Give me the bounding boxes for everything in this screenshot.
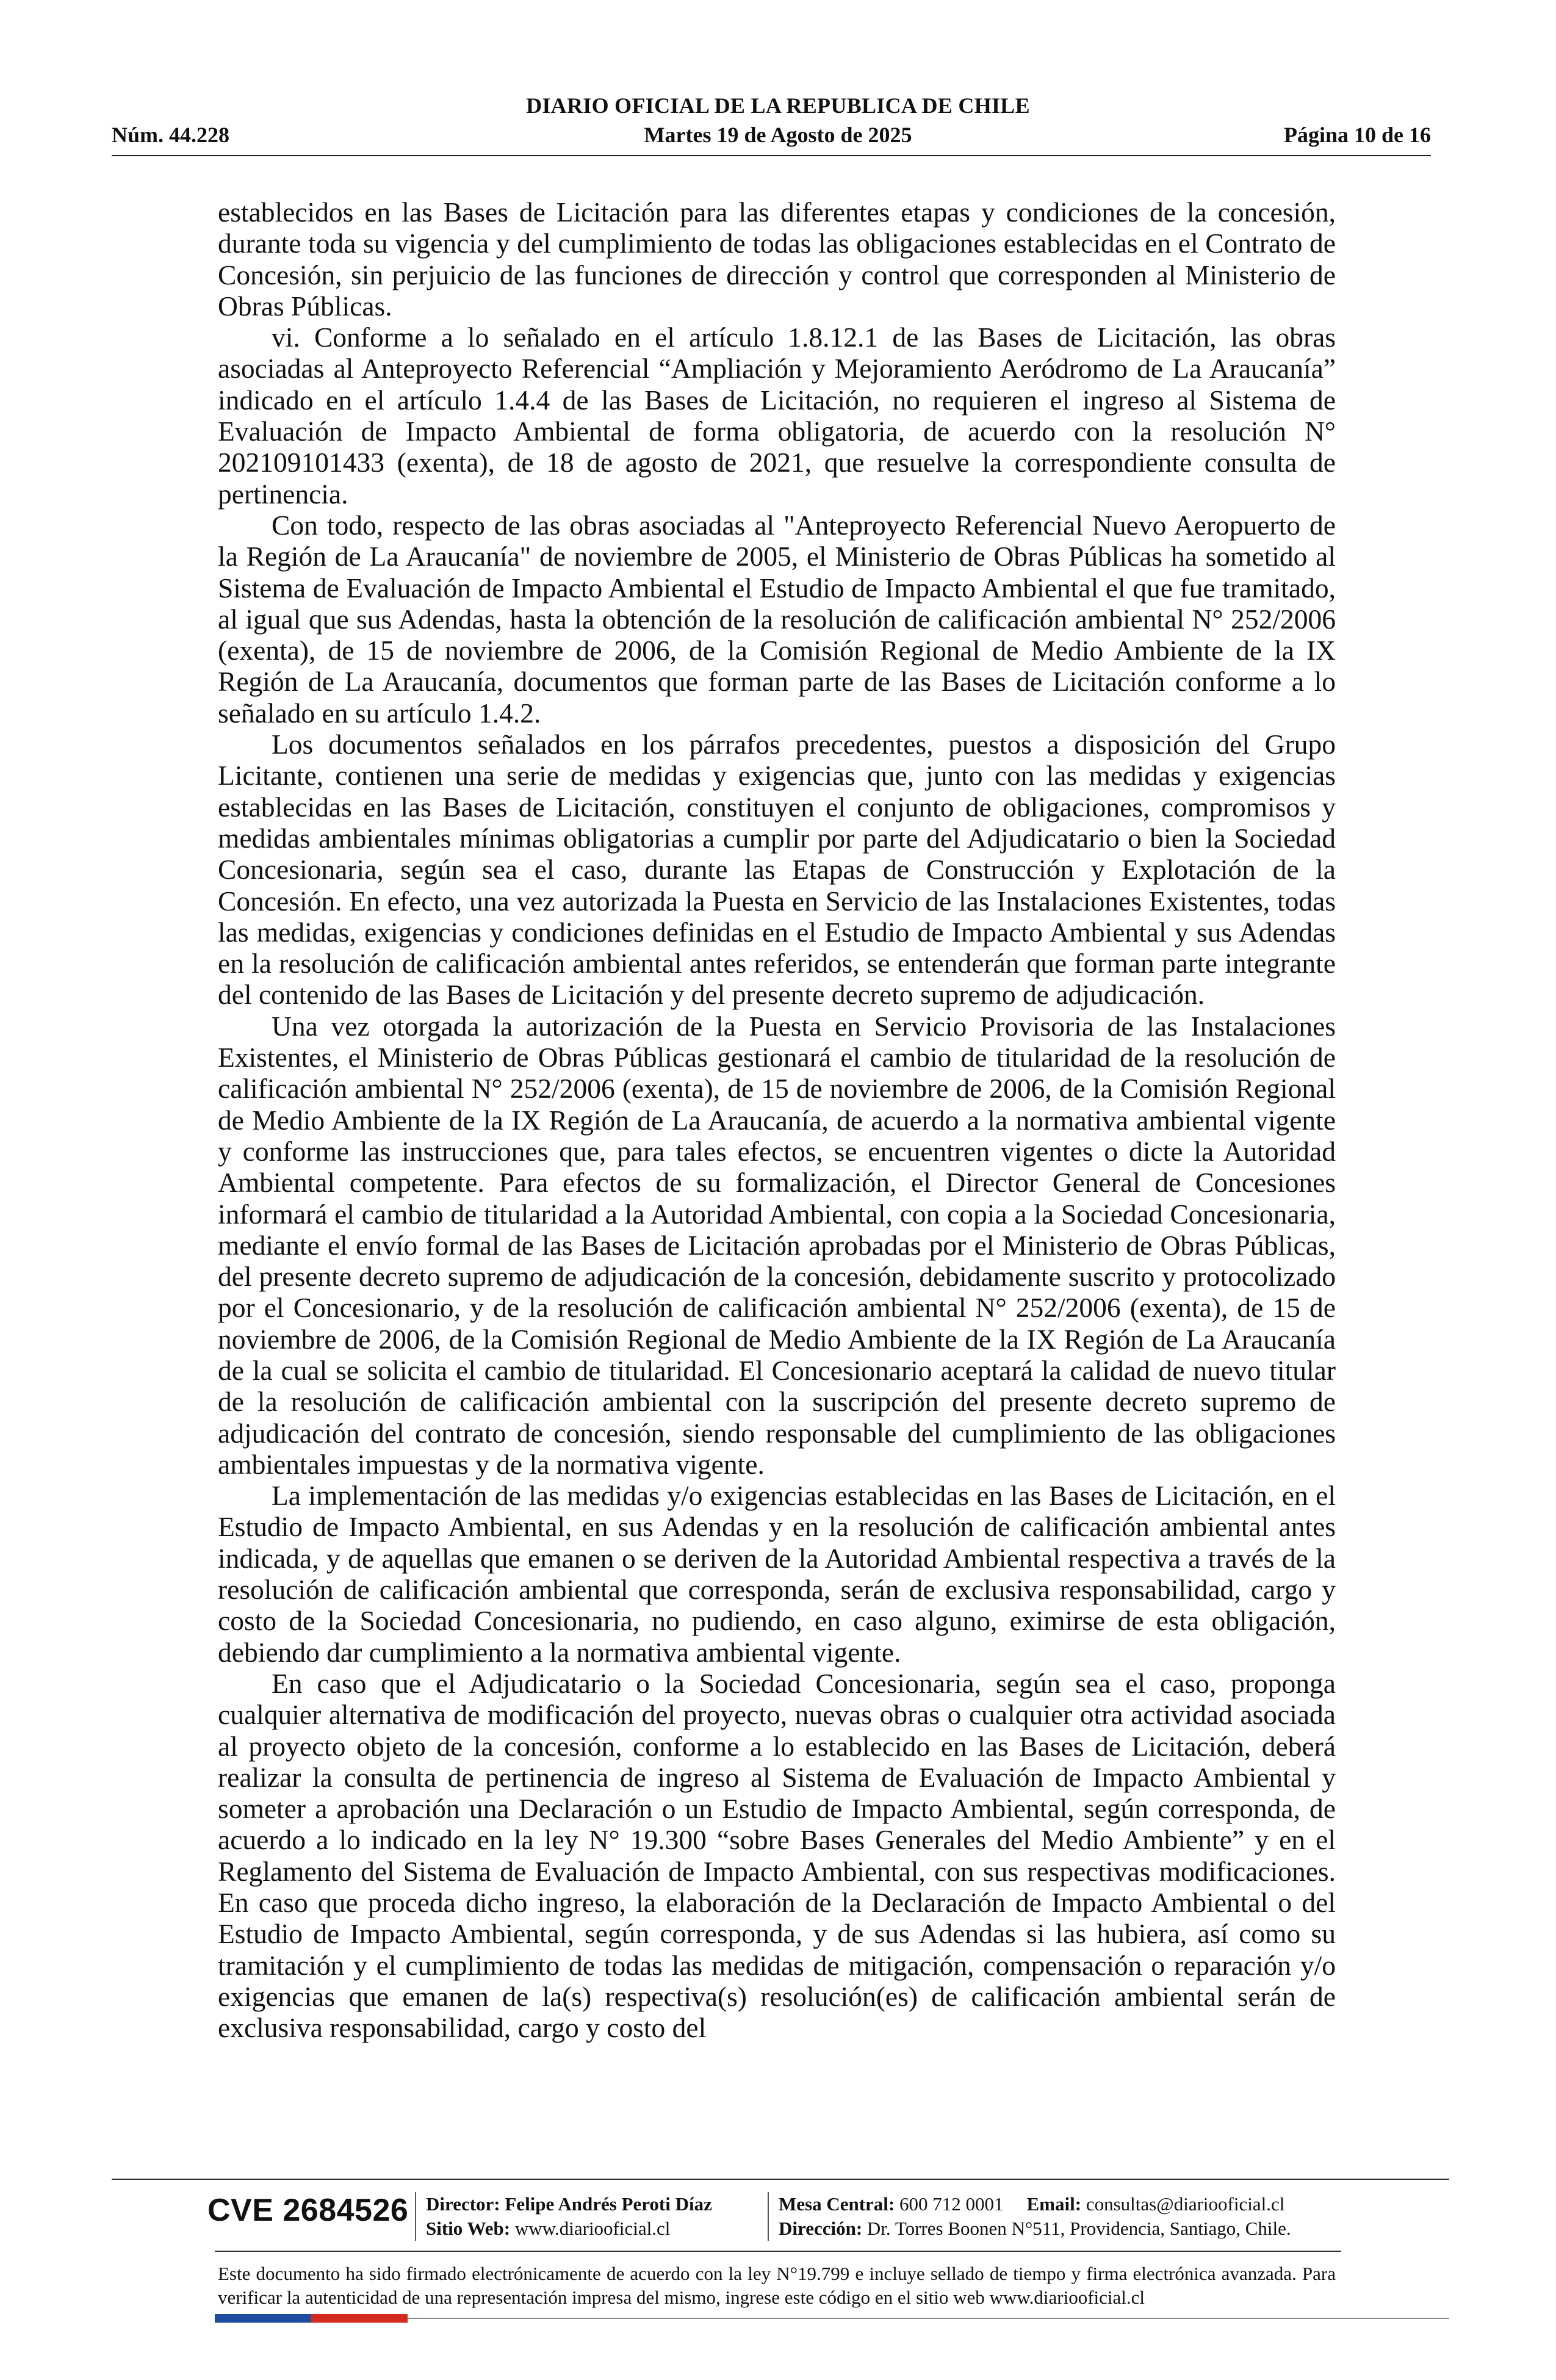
email-label: Email:	[1026, 2193, 1082, 2215]
footer-contact-left	[426, 2192, 712, 2241]
footer-divider-top	[112, 2179, 1449, 2180]
address-label: Dirección:	[779, 2218, 863, 2239]
website-link[interactable]: www.diariooficial.cl	[514, 2218, 671, 2239]
cve-code: CVE 2684526	[207, 2193, 409, 2228]
paragraph: Con todo, respecto de las obras asociadas al "Anteproyecto Referencial Nuevo Aeropuerto de la Región de La Araucanía" de noviembre de 2005, el Ministerio de Obras Públicas ha sometido al Sistema de Evaluación de Impacto Ambiental el Estudio de Impacto Ambiental el que fue tramitado, al igual que sus Adendas, hasta la obtención de la resolución de calificación ambiental N° 252/2006 (exenta), de 15 de noviembre de 2006, de la Comisión Regional de Medio Ambiente de la IX Región de La Araucanía, documentos que forman parte de las Bases de Licitación conforme a lo señalado en su artículo 1.4.2.	[218, 509, 1336, 729]
header-divider	[112, 155, 1431, 156]
director-name: Felipe Andrés Peroti Díaz	[505, 2193, 712, 2215]
footer-divider-middle	[215, 2251, 1341, 2252]
issue-number: Núm. 44.228	[112, 123, 230, 147]
issue-date: Martes 19 de Agosto de 2025	[644, 123, 912, 147]
footer-divider-bottom	[408, 2318, 1449, 2319]
signature-notice: Este documento ha sido firmado electrónicamente de acuerdo con la ley N°19.799 e incluye sellado de tiempo y firma electrónica avanzada. Para verificar la autenticidad de una representación impresa del mismo, ingrese este código en el sitio web www.diariooficial.cl	[218, 2263, 1336, 2308]
phone-label: Mesa Central:	[779, 2193, 895, 2215]
phone-number: 600 712 0001	[899, 2193, 1004, 2215]
paragraph: vi. Conforme a lo señalado en el artículo 1.8.12.1 de las Bases de Licitación, las obras asociadas al Anteproyecto Referencial “Ampliación y Mejoramiento Aeródromo de La Araucanía” indicado en el artículo 1.4.4 de las Bases de Licitación, no requieren el ingreso al Sistema de Evaluación de Impacto Ambiental de forma obligatoria, de acuerdo con la resolución N° 202109101433 (exenta), de 18 de agosto de 2021, que resuelve la correspondiente consulta de pertinencia.	[218, 322, 1336, 510]
address-text: Dr. Torres Boonen N°511, Providencia, Santiago, Chile.	[866, 2218, 1291, 2239]
director-label: Director:	[426, 2193, 500, 2215]
paragraph: Una vez otorgada la autorización de la Puesta en Servicio Provisoria de las Instalaciones Existentes, el Ministerio de Obras Públicas gestionará el cambio de titularidad de la resolución de calificación ambiental N° 252/2006 (exenta), de 15 de noviembre de 2006, de la Comisión Regional de Medio Ambiente de la IX Región de La Araucanía, de acuerdo a la normativa ambiental vigente y conforme las instrucciones que, para tales efectos, se encuentren vigentes o dicte la Autoridad Ambiental competente. Para efectos de su formalización, el Director General de Concesiones informará el cambio de titularidad a la Autoridad Ambiental, con copia a la Sociedad Concesionaria, mediante el envío formal de las Bases de Licitación aprobadas por el Ministerio de Obras Públicas, del presente decreto supremo de adjudicación de la concesión, debidamente suscrito y protocolizado por el Concesionario, y de la resolución de calificación ambiental N° 252/2006 (exenta), de 15 de noviembre de 2006, de la Comisión Regional de Medio Ambiente de la IX Región de La Araucanía de la cual se solicita el cambio de titularidad. El Concesionario aceptará la calidad de nuevo titular de la resolución de calificación ambiental con la suscripción del presente decreto supremo de adjudicación del contrato de concesión, siendo responsable del cumplimiento de las obligaciones ambientales impuestas y de la normativa vigente.	[218, 1010, 1336, 1480]
page-indicator: Página 10 de 16	[1283, 123, 1431, 147]
footer-contact-right	[779, 2192, 1291, 2241]
flag-stripe-red	[311, 2314, 408, 2323]
flag-stripe	[215, 2314, 408, 2323]
paragraph: Los documentos señalados en los párrafos precedentes, puestos a disposición del Grupo Licitante, contienen una serie de medidas y exigencias que, junto con las medidas y exigencias establecidas en las Bases de Licitación, constituyen el conjunto de obligaciones, compromisos y medidas ambientales mínimas obligatorias a cumplir por parte del Adjudicatario o bien la Sociedad Concesionaria, según sea el caso, durante las Etapas de Construcción y Explotación de la Concesión. En efecto, una vez autorizada la Puesta en Servicio de las Instalaciones Existentes, todas las medidas, exigencias y condiciones definidas en el Estudio de Impacto Ambiental y sus Adendas en la resolución de calificación ambiental antes referidos, se entenderán que forman parte integrante del contenido de las Bases de Licitación y del presente decreto supremo de adjudicación.	[218, 729, 1336, 1011]
footer-separator	[768, 2192, 769, 2241]
flag-stripe-blue	[215, 2314, 311, 2323]
document-body	[218, 197, 1336, 2044]
paragraph: La implementación de las medidas y/o exigencias establecidas en las Bases de Licitación, en el Estudio de Impacto Ambiental, en sus Adendas y en la resolución de calificación ambiental antes indicada, y de aquellas que emanen o se deriven de la Autoridad Ambiental respectiva a través de la resolución de calificación ambiental que corresponda, serán de exclusiva responsabilidad, cargo y costo de la Sociedad Concesionaria, no pudiendo, en caso alguno, eximirse de esta obligación, debiendo dar cumplimiento a la normativa ambiental vigente.	[218, 1480, 1336, 1668]
website-label: Sitio Web:	[426, 2218, 511, 2239]
paragraph: establecidos en las Bases de Licitación para las diferentes etapas y condiciones de la concesión, durante toda su vigencia y del cumplimiento de todas las obligaciones establecidas en el Contrato de Concesión, sin perjuicio de las funciones de dirección y control que corresponden al Ministerio de Obras Públicas.	[218, 197, 1336, 322]
footer-separator	[415, 2192, 416, 2241]
publication-title: DIARIO OFICIAL DE LA REPUBLICA DE CHILE	[526, 93, 1030, 118]
paragraph: En caso que el Adjudicatario o la Sociedad Concesionaria, según sea el caso, proponga cualquier alternativa de modificación del proyecto, nuevas obras o cualquier otra actividad asociada al proyecto objeto de la concesión, conforme a lo establecido en las Bases de Licitación, deberá realizar la consulta de pertinencia de ingreso al Sistema de Evaluación de Impacto Ambiental y someter a aprobación una Declaración o un Estudio de Impacto Ambiental, según corresponda, de acuerdo a lo indicado en la ley N° 19.300 “sobre Bases Generales del Medio Ambiente” y en el Reglamento del Sistema de Evaluación de Impacto Ambiental, con sus respectivas modificaciones. En caso que proceda dicho ingreso, la elaboración de la Declaración de Impacto Ambiental o del Estudio de Impacto Ambiental, según corresponda, y de sus Adendas si las hubiera, así como su tramitación y el cumplimiento de todas las medidas de mitigación, compensación o reparación y/o exigencias que emanen de la(s) respectiva(s) resolución(es) de calificación ambiental serán de exclusiva responsabilidad, cargo y costo del	[218, 1667, 1336, 2044]
email-link[interactable]: consultas@diariooficial.cl	[1086, 2193, 1285, 2215]
